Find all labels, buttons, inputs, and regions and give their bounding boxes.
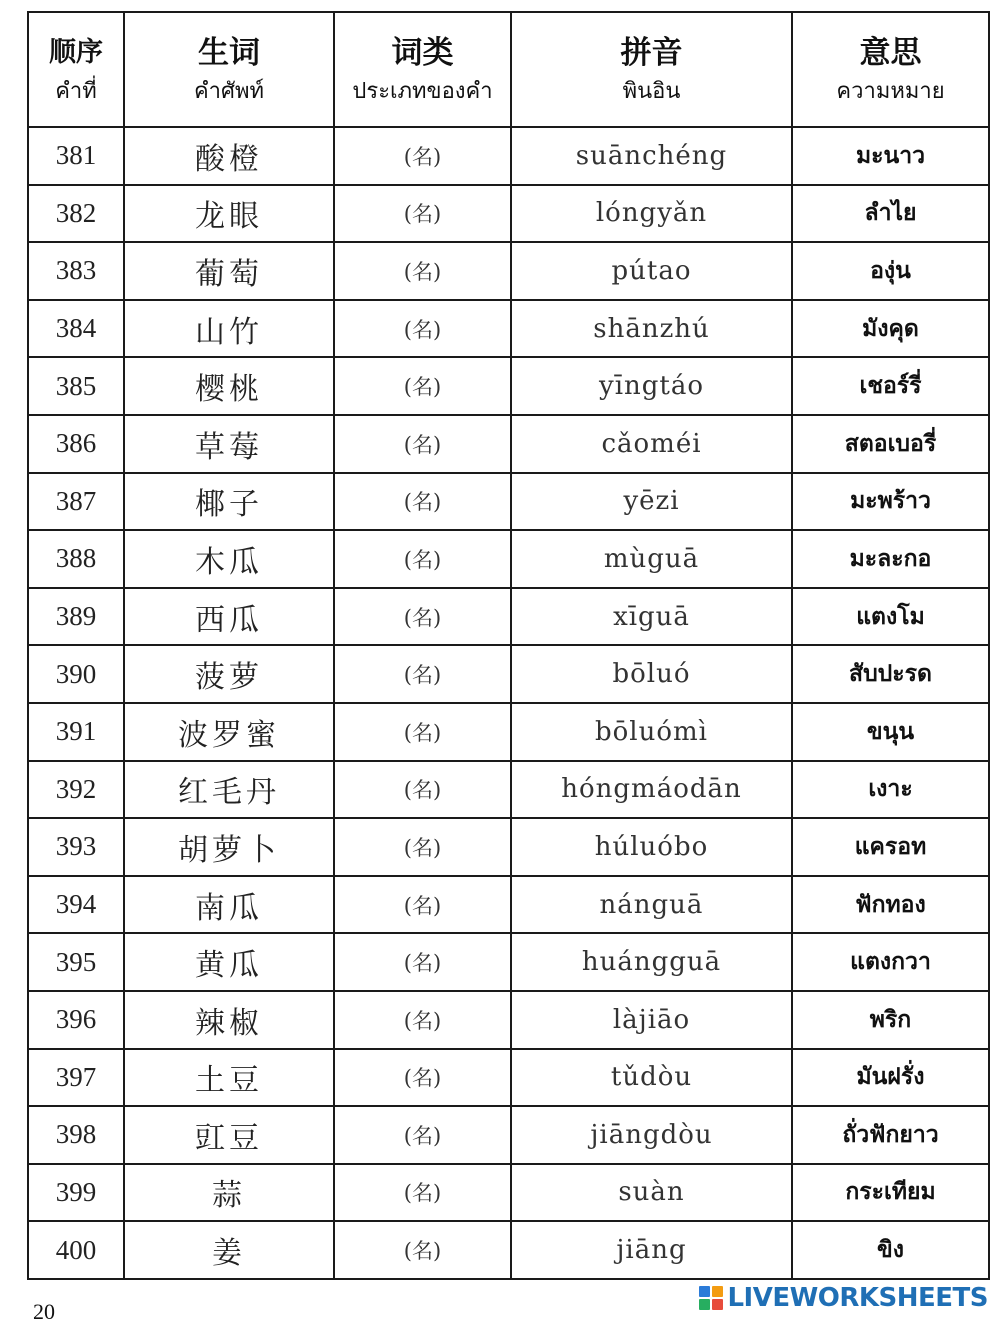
thai-meaning-cell: เงาะ bbox=[792, 761, 989, 819]
thai-meaning-cell: แครอท bbox=[792, 818, 989, 876]
word-type-cell: (名) bbox=[334, 1164, 511, 1222]
header-pinyin-th: พินอิน bbox=[622, 77, 681, 103]
chinese-word-cell: 黄瓜 bbox=[124, 933, 334, 991]
table-row bbox=[28, 933, 989, 991]
table-row bbox=[28, 357, 989, 415]
chinese-word-cell: 草莓 bbox=[124, 415, 334, 473]
pinyin-cell: tǔdòu bbox=[511, 1049, 792, 1107]
header-pinyin bbox=[511, 12, 792, 127]
pinyin-cell: yēzi bbox=[511, 473, 792, 531]
header-order bbox=[28, 12, 124, 127]
word-type-cell: (名) bbox=[334, 1221, 511, 1279]
word-type-cell: (名) bbox=[334, 588, 511, 646]
word-type-cell: (名) bbox=[334, 761, 511, 819]
header-type-th: ประเภทของคำ bbox=[352, 77, 493, 103]
pinyin-cell: suānchéng bbox=[511, 127, 792, 185]
word-type-cell: (名) bbox=[334, 185, 511, 243]
row-number-cell: 398 bbox=[28, 1106, 124, 1164]
table-row bbox=[28, 703, 989, 761]
header-word-zh: 生词 bbox=[198, 34, 260, 71]
word-type-cell: (名) bbox=[334, 645, 511, 703]
pinyin-cell: húluóbo bbox=[511, 818, 792, 876]
chinese-word-cell: 姜 bbox=[124, 1221, 334, 1279]
word-type-cell: (名) bbox=[334, 703, 511, 761]
word-type-cell: (名) bbox=[334, 933, 511, 991]
word-type-cell: (名) bbox=[334, 473, 511, 531]
header-meaning-zh: 意思 bbox=[859, 34, 922, 71]
header-type-zh: 词类 bbox=[391, 34, 454, 71]
chinese-word-cell: 木瓜 bbox=[124, 530, 334, 588]
row-number-cell: 400 bbox=[28, 1221, 124, 1279]
header-row bbox=[28, 12, 989, 127]
table-row bbox=[28, 645, 989, 703]
pinyin-cell: jiāng bbox=[511, 1221, 792, 1279]
row-number-cell: 388 bbox=[28, 530, 124, 588]
thai-meaning-cell: สตอเบอรี่ bbox=[792, 415, 989, 473]
pinyin-cell: cǎoméi bbox=[511, 415, 792, 473]
chinese-word-cell: 蒜 bbox=[124, 1164, 334, 1222]
thai-meaning-cell: ลำไย bbox=[792, 185, 989, 243]
table-row bbox=[28, 530, 989, 588]
watermark-text: LIVEWORKSHEETS bbox=[727, 1283, 988, 1313]
thai-meaning-cell: แตงกวา bbox=[792, 933, 989, 991]
row-number-cell: 382 bbox=[28, 185, 124, 243]
table-row bbox=[28, 127, 989, 185]
chinese-word-cell: 豇豆 bbox=[124, 1106, 334, 1164]
thai-meaning-cell: กระเทียม bbox=[792, 1164, 989, 1222]
chinese-word-cell: 椰子 bbox=[124, 473, 334, 531]
row-number-cell: 391 bbox=[28, 703, 124, 761]
row-number-cell: 384 bbox=[28, 300, 124, 358]
header-meaning-th: ความหมาย bbox=[836, 77, 945, 103]
vocabulary-table bbox=[27, 11, 990, 1280]
word-type-cell: (名) bbox=[334, 530, 511, 588]
header-word bbox=[124, 12, 334, 127]
thai-meaning-cell: มันฝรั่ง bbox=[792, 1049, 989, 1107]
logo-square bbox=[699, 1286, 710, 1297]
header-word-th: คำศัพท์ bbox=[193, 77, 265, 103]
row-number-cell: 389 bbox=[28, 588, 124, 646]
word-type-cell: (名) bbox=[334, 357, 511, 415]
pinyin-cell: làjiāo bbox=[511, 991, 792, 1049]
table-row bbox=[28, 818, 989, 876]
row-number-cell: 396 bbox=[28, 991, 124, 1049]
table-row bbox=[28, 300, 989, 358]
table-row bbox=[28, 415, 989, 473]
chinese-word-cell: 龙眼 bbox=[124, 185, 334, 243]
chinese-word-cell: 樱桃 bbox=[124, 357, 334, 415]
row-number-cell: 381 bbox=[28, 127, 124, 185]
page-number: 20 bbox=[33, 1299, 55, 1324]
chinese-word-cell: 西瓜 bbox=[124, 588, 334, 646]
logo-square bbox=[712, 1286, 723, 1297]
row-number-cell: 387 bbox=[28, 473, 124, 531]
logo-square bbox=[712, 1299, 723, 1310]
header-type bbox=[334, 12, 511, 127]
chinese-word-cell: 山竹 bbox=[124, 300, 334, 358]
word-type-cell: (名) bbox=[334, 1106, 511, 1164]
row-number-cell: 395 bbox=[28, 933, 124, 991]
header-meaning bbox=[792, 12, 989, 127]
row-number-cell: 393 bbox=[28, 818, 124, 876]
row-number-cell: 383 bbox=[28, 242, 124, 300]
pinyin-cell: pútao bbox=[511, 242, 792, 300]
word-type-cell: (名) bbox=[334, 991, 511, 1049]
table-row bbox=[28, 876, 989, 934]
thai-meaning-cell: เชอร์รี่ bbox=[792, 357, 989, 415]
table-row bbox=[28, 242, 989, 300]
thai-meaning-cell: มะนาว bbox=[792, 127, 989, 185]
pinyin-cell: huángguā bbox=[511, 933, 792, 991]
chinese-word-cell: 辣椒 bbox=[124, 991, 334, 1049]
chinese-word-cell: 土豆 bbox=[124, 1049, 334, 1107]
word-type-cell: (名) bbox=[334, 242, 511, 300]
thai-meaning-cell: ขิง bbox=[792, 1221, 989, 1279]
thai-meaning-cell: ขนุน bbox=[792, 703, 989, 761]
word-type-cell: (名) bbox=[334, 1049, 511, 1107]
pinyin-cell: shānzhú bbox=[511, 300, 792, 358]
pinyin-cell: hóngmáodān bbox=[511, 761, 792, 819]
header-pinyin-zh: 拼音 bbox=[620, 34, 683, 71]
row-number-cell: 390 bbox=[28, 645, 124, 703]
thai-meaning-cell: มะพร้าว bbox=[792, 473, 989, 531]
header-order-zh: 顺序 bbox=[49, 36, 103, 68]
thai-meaning-cell: สับปะรด bbox=[792, 645, 989, 703]
table-row bbox=[28, 1106, 989, 1164]
row-number-cell: 392 bbox=[28, 761, 124, 819]
chinese-word-cell: 胡萝卜 bbox=[124, 818, 334, 876]
chinese-word-cell: 南瓜 bbox=[124, 876, 334, 934]
row-number-cell: 397 bbox=[28, 1049, 124, 1107]
thai-meaning-cell: มังคุด bbox=[792, 300, 989, 358]
table-row bbox=[28, 1049, 989, 1107]
pinyin-cell: lóngyǎn bbox=[511, 185, 792, 243]
row-number-cell: 394 bbox=[28, 876, 124, 934]
thai-meaning-cell: ถั่วฟักยาว bbox=[792, 1106, 989, 1164]
liveworksheets-logo-icon bbox=[699, 1286, 723, 1310]
header-order-th: คำที่ bbox=[55, 77, 97, 103]
table-row bbox=[28, 1164, 989, 1222]
pinyin-cell: jiāngdòu bbox=[511, 1106, 792, 1164]
table-row bbox=[28, 588, 989, 646]
word-type-cell: (名) bbox=[334, 876, 511, 934]
table-row bbox=[28, 1221, 989, 1279]
table-row bbox=[28, 185, 989, 243]
pinyin-cell: yīngtáo bbox=[511, 357, 792, 415]
chinese-word-cell: 波罗蜜 bbox=[124, 703, 334, 761]
pinyin-cell: bōluómì bbox=[511, 703, 792, 761]
pinyin-cell: bōluó bbox=[511, 645, 792, 703]
watermark bbox=[699, 1283, 988, 1313]
table-row bbox=[28, 991, 989, 1049]
word-type-cell: (名) bbox=[334, 300, 511, 358]
thai-meaning-cell: พริก bbox=[792, 991, 989, 1049]
chinese-word-cell: 红毛丹 bbox=[124, 761, 334, 819]
thai-meaning-cell: ฟักทอง bbox=[792, 876, 989, 934]
pinyin-cell: xīguā bbox=[511, 588, 792, 646]
pinyin-cell: mùguā bbox=[511, 530, 792, 588]
word-type-cell: (名) bbox=[334, 415, 511, 473]
thai-meaning-cell: แตงโม bbox=[792, 588, 989, 646]
row-number-cell: 385 bbox=[28, 357, 124, 415]
word-type-cell: (名) bbox=[334, 818, 511, 876]
table-row bbox=[28, 473, 989, 531]
thai-meaning-cell: องุ่น bbox=[792, 242, 989, 300]
thai-meaning-cell: มะละกอ bbox=[792, 530, 989, 588]
chinese-word-cell: 酸橙 bbox=[124, 127, 334, 185]
pinyin-cell: suàn bbox=[511, 1164, 792, 1222]
word-type-cell: (名) bbox=[334, 127, 511, 185]
row-number-cell: 399 bbox=[28, 1164, 124, 1222]
chinese-word-cell: 菠萝 bbox=[124, 645, 334, 703]
chinese-word-cell: 葡萄 bbox=[124, 242, 334, 300]
logo-square bbox=[699, 1299, 710, 1310]
table-row bbox=[28, 761, 989, 819]
vocabulary-rows bbox=[28, 127, 989, 1279]
pinyin-cell: nánguā bbox=[511, 876, 792, 934]
row-number-cell: 386 bbox=[28, 415, 124, 473]
